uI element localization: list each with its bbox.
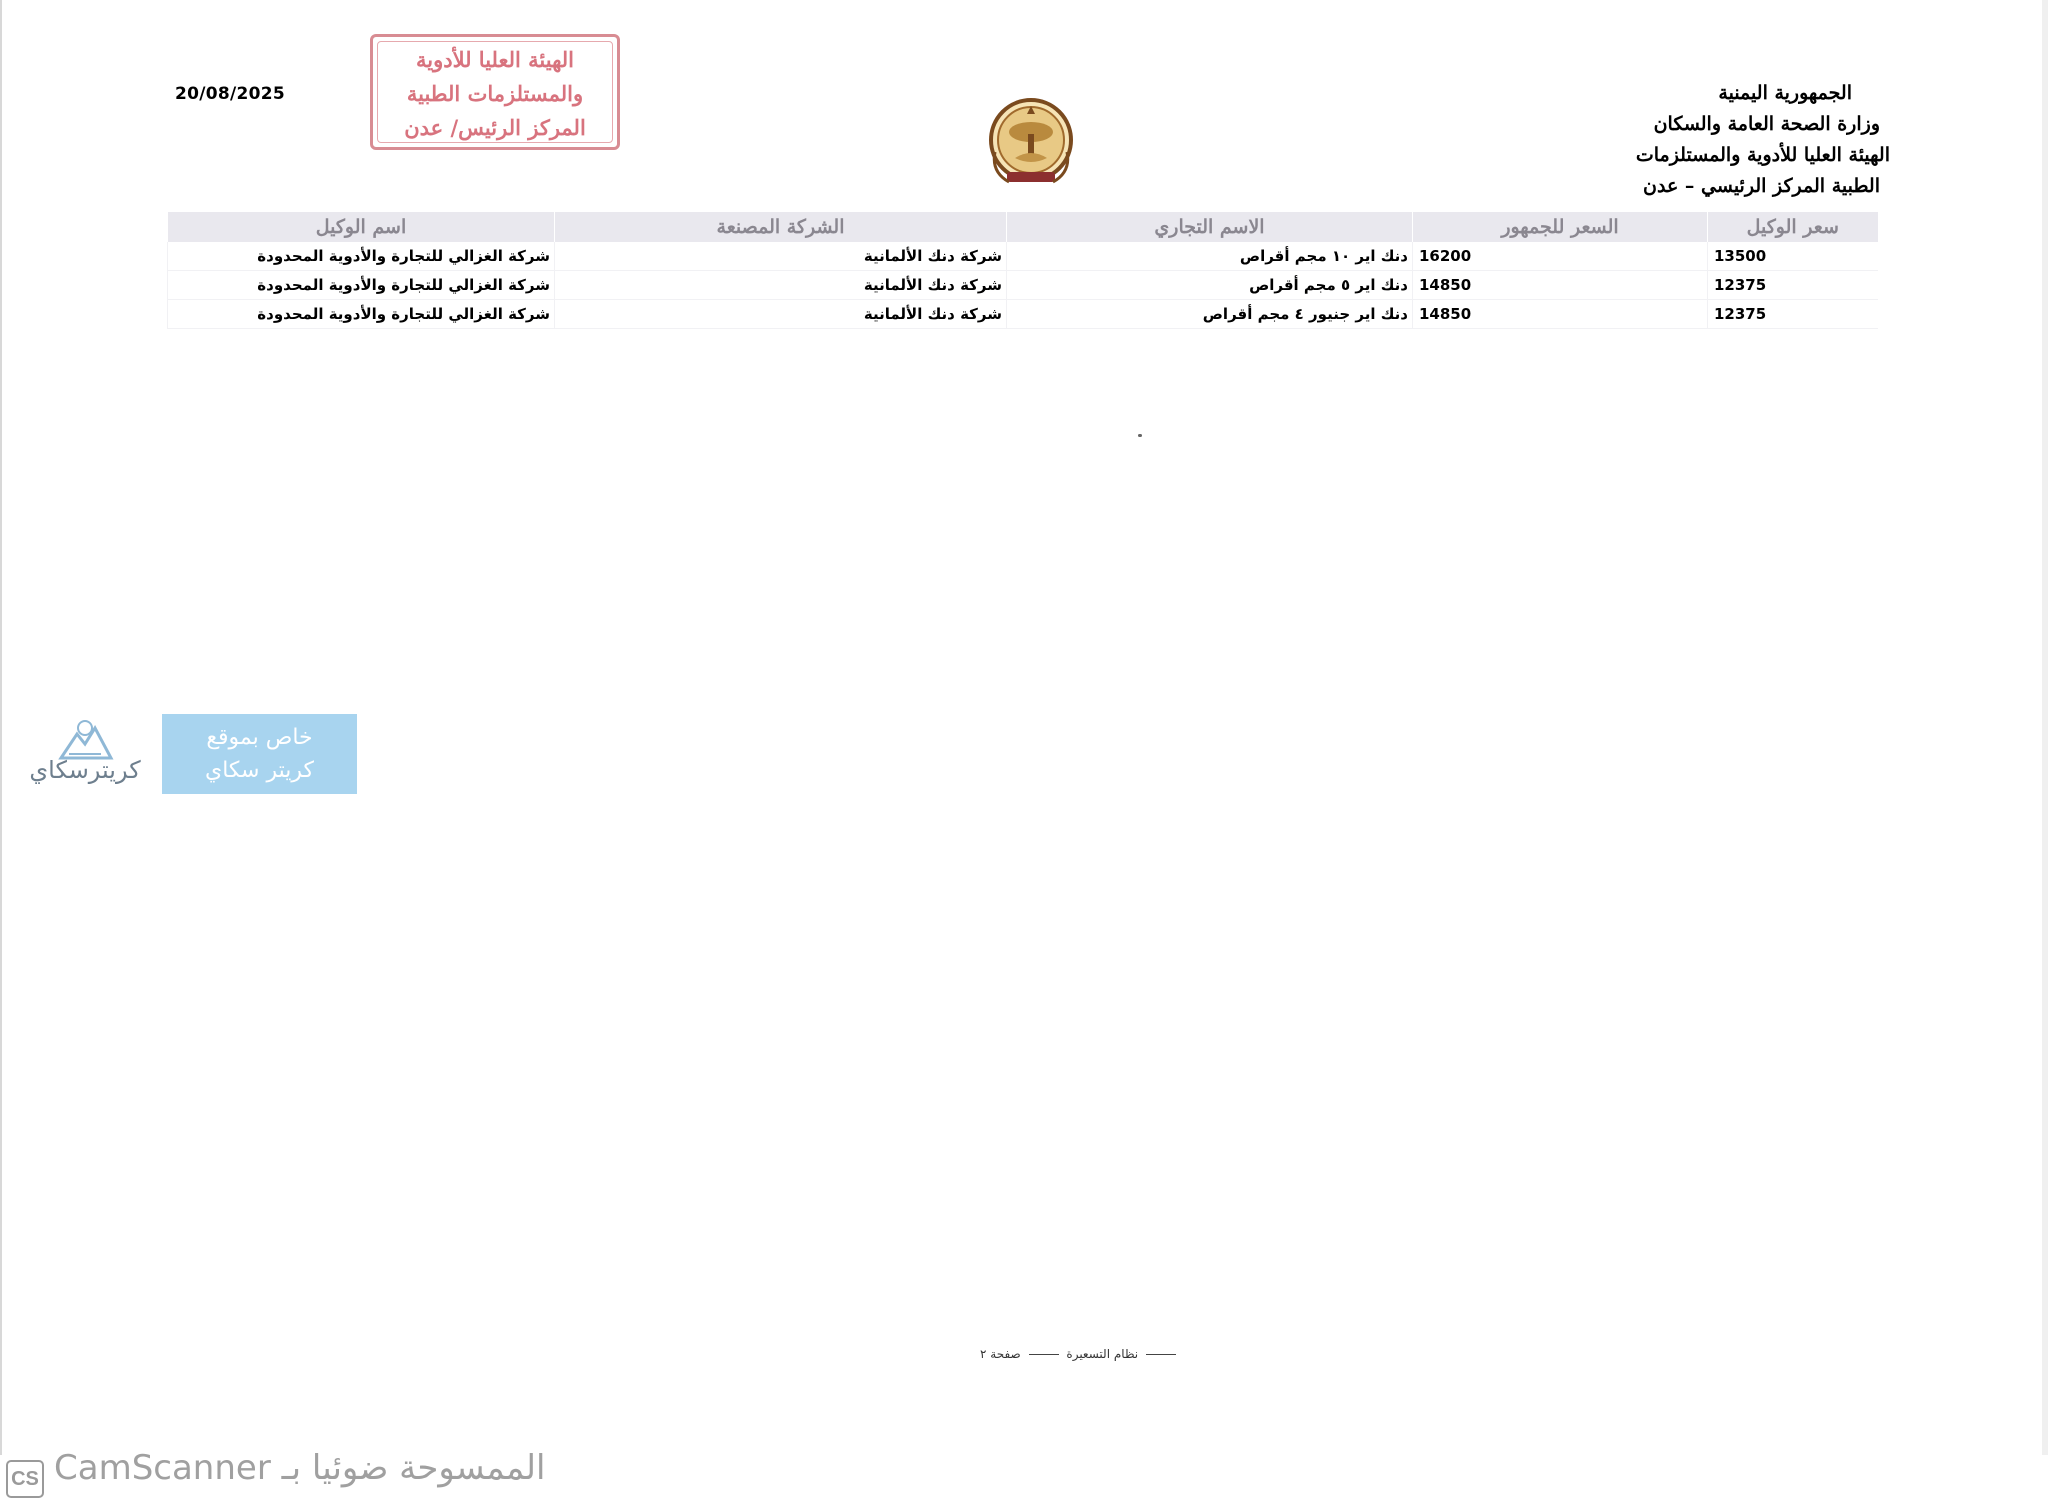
cell-agent-name: شركة الغزالي للتجارة والأدوية المحدودة [168,300,555,329]
camscanner-caption: الممسوحة ضوئيا بـ CamScanner [54,1448,546,1488]
cell-trade-name: دنك اير جنيور ٤ مجم أقراص [1007,300,1413,329]
column-header-agent-price: سعر الوكيل [1708,212,1878,242]
watermark-logo-text: كريترسكاي [29,756,141,784]
stamp-inner-border [377,41,613,143]
cell-agent-price: 12375 [1708,300,1878,329]
scan-left-edge [0,0,2,1455]
cell-public-price: 14850 [1413,300,1708,329]
footer-rule [1029,1354,1059,1355]
cell-agent-price: 12375 [1708,271,1878,300]
watermark-logo [18,716,152,788]
ministry-line-4: الطبية المركز الرئيسي – عدن [1643,175,1880,197]
price-table [167,212,1878,329]
cell-manufacturer: شركة دنك الألمانية [555,300,1007,329]
cell-public-price: 16200 [1413,242,1708,271]
stamp-line-1: الهيئة العليا للأدوية [415,47,575,72]
ministry-line-1: الجمهورية اليمنية [1718,82,1852,104]
column-header-manufacturer: الشركة المصنعة [555,212,1007,242]
table-header-row [168,212,1878,242]
cell-agent-name: شركة الغزالي للتجارة والأدوية المحدودة [168,271,555,300]
footer-system-label: نظام التسعيرة [1066,1347,1139,1361]
scan-speck [1138,434,1142,437]
stamp-line-3: المركز الرئيس/ عدن [404,115,586,140]
ministry-header [1470,78,1890,202]
document-date: 20/08/2025 [175,84,286,104]
ministry-line-2: وزارة الصحة العامة والسكان [1653,113,1880,135]
table-row [168,242,1878,271]
authority-stamp [370,34,620,150]
column-header-public-price: السعر للجمهور [1413,212,1708,242]
watermark-badge-line-1: خاص بموقع [206,725,313,750]
cell-agent-name: شركة الغزالي للتجارة والأدوية المحدودة [168,242,555,271]
cell-public-price: 14850 [1413,271,1708,300]
table-row [168,300,1878,329]
table-row [168,271,1878,300]
stamp-line-2: والمستلزمات الطبية [406,81,584,106]
cell-agent-price: 13500 [1708,242,1878,271]
column-header-agent-name: اسم الوكيل [168,212,555,242]
cell-manufacturer: شركة دنك الألمانية [555,271,1007,300]
column-header-trade-name: الاسم التجاري [1007,212,1413,242]
footer-page-number: صفحة ٢ [980,1347,1021,1361]
yemen-emblem-icon [985,92,1077,196]
cell-trade-name: دنك اير ٥ مجم أقراص [1007,271,1413,300]
cell-trade-name: دنك اير ١٠ مجم أقراص [1007,242,1413,271]
scan-right-edge [2042,0,2048,1455]
footer-rule [1146,1354,1176,1355]
camscanner-icon: CS [6,1460,44,1498]
watermark-badge [162,714,357,794]
cell-manufacturer: شركة دنك الألمانية [555,242,1007,271]
ministry-line-3: الهيئة العليا للأدوية والمستلزمات [1635,144,1890,166]
watermark-badge-line-2: كريتر سكاي [204,758,314,783]
page-footer [900,1347,1260,1361]
